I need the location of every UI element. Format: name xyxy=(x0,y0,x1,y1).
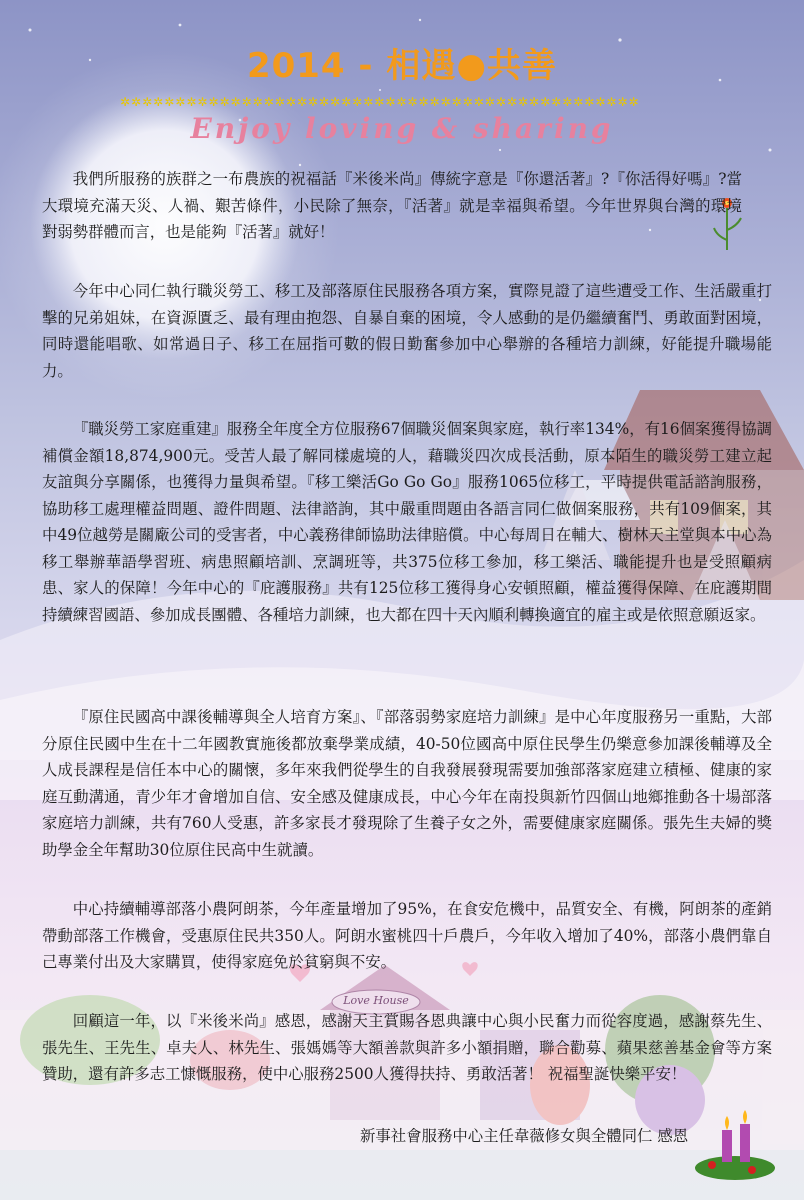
love-house-label: Love House xyxy=(343,994,409,1007)
page-title: 2014 - 相遇●共善 xyxy=(246,46,558,86)
paragraph-4: 『原住民國高中課後輔導與全人培育方案』、『部落弱勢家庭培力訓練』是中心年度服務另一重點，大部分原住民國中生在十二年國教實施後都放棄學業成績，40-50位國高中原住民學生仍樂意參加課後輔導及全人成長課程是信任本中心的關懷，多年來我們從學生的自我發展發現需要加強部落家庭建立積極、健康的家庭互動溝通，青少年才會增加自信、安全感及健康成長，中心今年在南投與新竹四個山地鄉推動各十場部落家庭培力訓練，共有760人受惠，許多家長才發現除了生養子女之外，需要健康家庭關係。張先生夫婦的獎助學金全年幫助30位原住民高中生就讀。 xyxy=(42,708,772,859)
paragraph-3: 『職災勞工家庭重建』服務全年度全方位服務67個職災個案與家庭，執行率134%，有16個案獲得協調補償金額18,874,900元。受苦人最了解同樣處境的人，藉職災四次成長活動，原本陌生的職災勞工建立起友誼與分享關係，也獲得力量與希望。『移工樂活Go Go Go』服務1065位移工，平時提供電話諮詢服務，協助移工處理權益問題、證件問題、法律諮詢，其中嚴重問題由各語言同仁做個案服務，共有109個案，其中49位越勞是關廠公司的受害者，中心義務律師協助法律賠償。中心每周日在輔大、樹林天主堂與本中心為移工舉辦華語學習班、病患照顧培訓、烹調班等，共375位移工參加，移工樂活、職能提升也是受照顧病患、家人的保障！今年中心的『庇護服務』共有125位移工獲得身心安頓照顧，權益獲得保障、在庇護期間持續練習國語、參加成長團體、各種培力訓練，也大都在四十天內順利轉換適宜的雇主或是依照意願返家。 xyxy=(42,420,772,624)
paragraph-5: 中心持續輔導部落小農阿朗茶，今年產量增加了95%，在食安危機中，品質安全、有機，阿朗茶的產銷帶動部落工作機會，受惠原住民共350人。阿朗水蜜桃四十戶農戶，今年收入增加了40%，部落小農們靠自己專業付出及大家購買，使得家庭免於貧窮與不安。 xyxy=(42,900,772,971)
signature: 新事社會服務中心主任韋薇修女與全體同仁 感恩 xyxy=(360,1127,689,1145)
paragraph-6: 回顧這一年，以『米後米尚』感恩，感謝天主賞賜各恩典讓中心與小民奮力而從容度過，感謝蔡先生、張先生、王先生、卓夫人、林先生、張媽媽等大額善款與許多小額捐贈，聯合勸募、蘋果慈善基金會等方案贊助，還有許多志工慷慨服務，使中心服務2500人獲得扶持、勇敢活著！ 祝福聖誕快樂平安！ xyxy=(42,1012,772,1083)
page-subtitle: Enjoy loving & sharing xyxy=(190,112,614,145)
paragraph-1: 我們所服務的族群之一布農族的祝福話『米後米尚』傳統字意是『你還活著』?『你活得好嗎』?當大環境充滿天災、人禍、艱苦條件，小民除了無奈，『活著』就是幸福與希望。今年世界與台灣的環境對弱勢群體而言，也是能夠『活著』就好！ xyxy=(42,170,742,241)
star-divider: ✲✲✲✲✲✲✲✲✲✲✲✲✲✲✲✲✲✲✲✲✲✲✲✲✲✲✲✲✲✲✲✲✲✲✲✲✲✲✲✲✲✲✲✲✲✲✲ xyxy=(120,95,640,109)
paragraph-2: 今年中心同仁執行職災勞工、移工及部落原住民服務各項方案，實際見證了這些遭受工作、生活嚴重打擊的兄弟姐妹，在資源匱乏、最有理由抱怨、自暴自棄的困境，令人感動的是仍繼續奮鬥、勇敢面對困境，同時還能唱歌、如常過日子、移工在屈指可數的假日勤奮參加中心舉辦的各種培力訓練，好能提升職場能力。 xyxy=(42,282,772,380)
